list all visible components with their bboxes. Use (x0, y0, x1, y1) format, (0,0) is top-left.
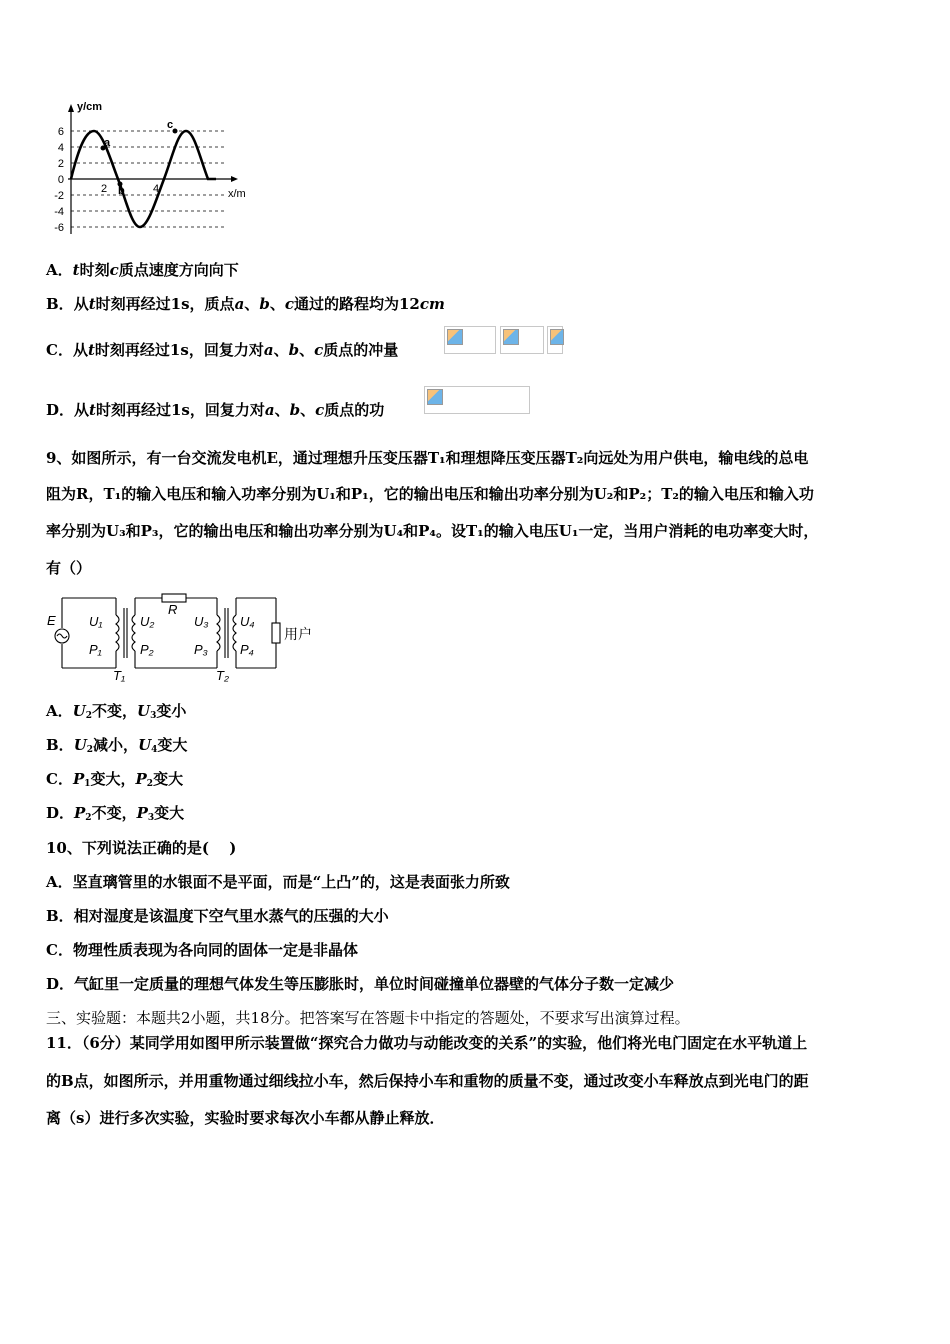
q10-option-c: C．物理性质表现为各向同的固体一定是非晶体 (46, 941, 358, 959)
wave-graph (46, 98, 266, 236)
label-r: R (168, 602, 178, 617)
q9-option-c: C．$P_1$变大，$P_2$变大 (46, 770, 184, 789)
q10-stem: 10、下列说法正确的是( ) (46, 839, 237, 857)
y-tick: -6 (54, 222, 64, 234)
q10-option-a: A．坚直璃管里的水银面不是平面，而是“上凸”的，这是表面张力所致 (46, 873, 510, 891)
q11-line-1: 11．（6分）某同学用如图甲所示装置做“探究合力做功与动能改变的关系”的实验，他们将光电门固定在水平轨道上 (46, 1034, 808, 1052)
y-tick: 4 (57, 142, 64, 154)
q8-option-c: C．从t时刻再经过1s，回复力对a、b、c质点的冲量 (46, 341, 399, 359)
y-tick: 0 (57, 174, 64, 186)
label-u3: U₃ (194, 614, 209, 629)
label-p2: P₂ (140, 642, 154, 657)
broken-image-icon (424, 386, 530, 414)
q10-option-b: B．相对湿度是该温度下空气里水蒸气的压强的大小 (46, 907, 389, 925)
point-c (173, 129, 178, 134)
broken-image-icon (547, 326, 563, 354)
q8-option-b: B．从t时刻再经过1s，质点a、b、c通过的路程均为12cm (46, 295, 445, 313)
broken-image-icon (444, 326, 496, 354)
label-p4: P₄ (240, 642, 254, 657)
user-load (272, 623, 280, 643)
label-t1: T₁ (113, 668, 126, 682)
label-u2: U₂ (140, 614, 155, 629)
y-tick: -4 (54, 206, 64, 218)
q9-line-3: 率分别为U₃和P₃，它的输出电压和输出功率分别为U₄和P₄。设T₁的输入电压U₁一定，当用户消耗的电功率变大时， (46, 522, 819, 540)
q9-option-d: D．$P_2$不变，$P_3$变大 (46, 804, 185, 823)
q9-line-2: 阻为R，T₁的输入电压和输入功率分别为U₁和P₁，它的输出电压和输出功率分别为U₂和P₂；T₂的输入电压和输入功 (46, 485, 814, 503)
y-tick: 2 (57, 158, 64, 170)
q9-option-a: A．$U_2$不变，$U_3$变小 (46, 702, 187, 721)
t1-secondary-coil (132, 615, 135, 651)
q9-option-b: B．$U_2$减小，$U_4$变大 (46, 736, 188, 755)
q9-line-4: 有（） (46, 559, 92, 577)
q8-option-a: A．t时刻c质点速度方向向下 (46, 261, 239, 279)
q10-option-d: D．气缸里一定质量的理想气体发生等压膨胀时，单位时间碰撞单位器壁的气体分子数一定减少 (46, 975, 675, 993)
label-e: E (47, 613, 56, 628)
resistor-r (162, 594, 186, 602)
point-a-label: a (104, 137, 111, 149)
section-3-heading: 三、实验题：本题共2小题，共18分。把答案写在答题卡中指定的答题处，不要求写出演算过程。 (46, 1009, 690, 1027)
point-c-label: c (167, 119, 174, 131)
q8-option-d: D．从t时刻再经过1s，回复力对a、b、c质点的功 (46, 401, 385, 419)
t2-secondary-coil (233, 615, 236, 651)
y-tick: -2 (54, 190, 64, 202)
x-axis-label: x/m (228, 188, 246, 200)
label-u1: U₁ (89, 614, 103, 629)
broken-image-icon (500, 326, 544, 354)
t2-primary-coil (217, 615, 220, 651)
y-axis-label: y/cm (77, 101, 103, 113)
circuit-diagram (44, 590, 329, 682)
q11-line-2: 的B点，如图所示，并用重物通过细线拉小车，然后保持小车和重物的质量不变，通过改变小车释放点到光电门的距 (46, 1072, 809, 1090)
x-tick: 2 (101, 183, 108, 195)
label-t2: T₂ (216, 668, 229, 682)
label-p3: P₃ (194, 642, 208, 657)
y-tick: 6 (57, 126, 64, 138)
x-tick: 4 (153, 183, 160, 195)
point-b-label: b (118, 185, 125, 197)
t1-primary-coil (116, 615, 119, 651)
q9-line-1: 9、如图所示，有一台交流发电机E，通过理想升压变压器T₁和理想降压变压器T₂向远处为用户供电，输电线的总电 (46, 449, 809, 467)
q11-line-3: 离（s）进行多次实验，实验时要求每次小车都从静止释放． (46, 1109, 445, 1127)
label-user: 用户 (284, 626, 312, 642)
label-u4: U₄ (240, 614, 255, 629)
label-p1: P₁ (89, 642, 102, 657)
